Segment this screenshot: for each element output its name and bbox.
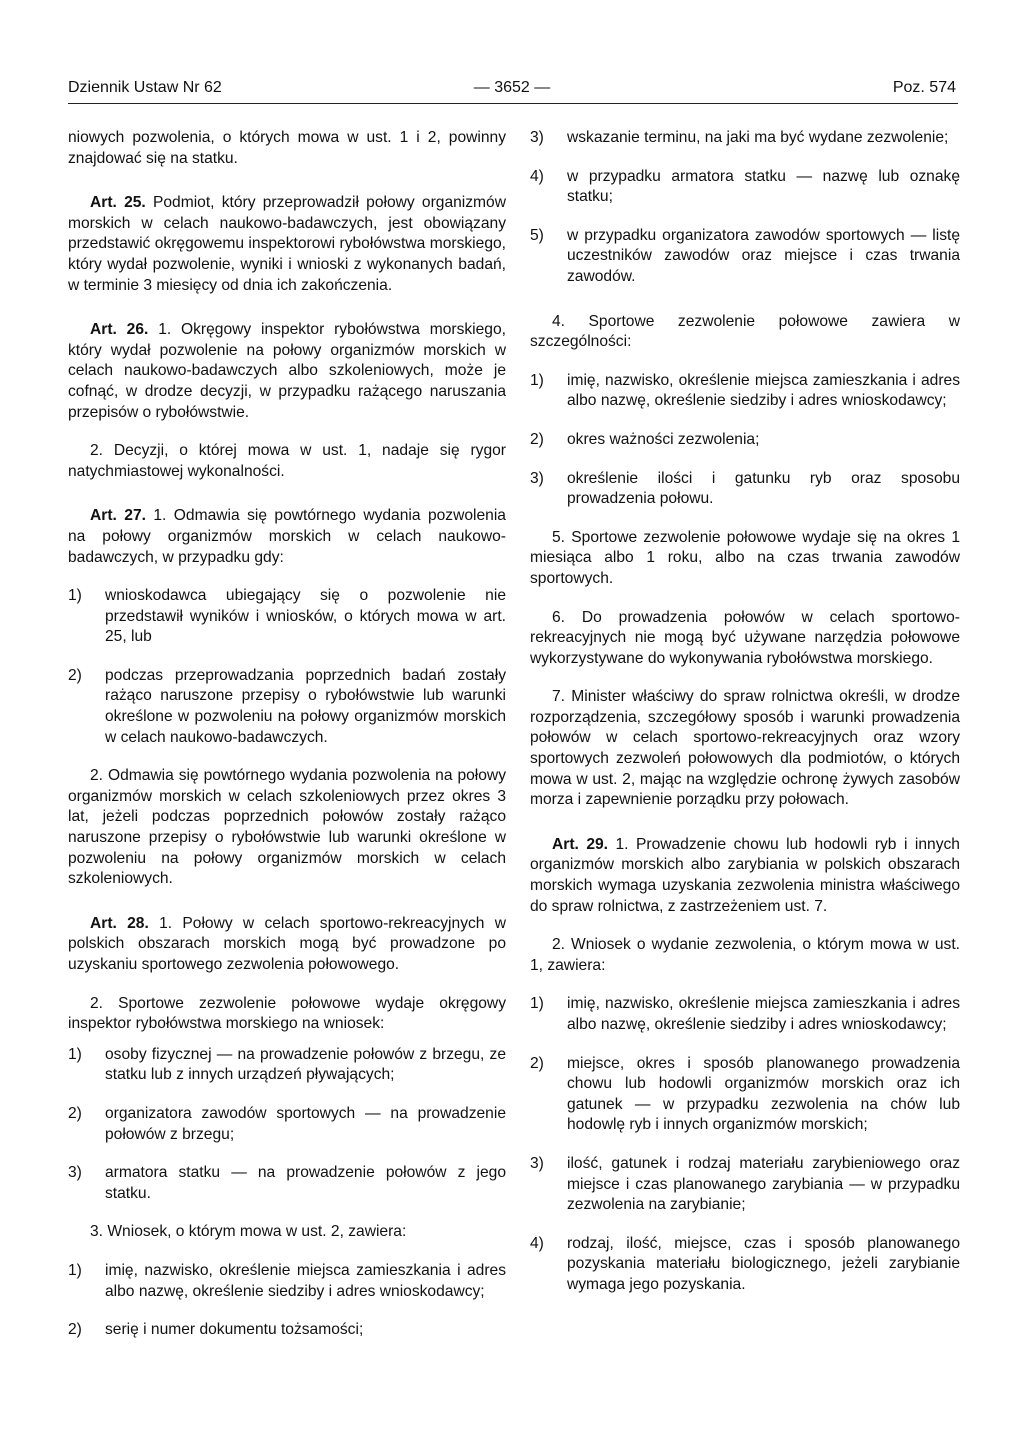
list-item-text: imię, nazwisko, określenie miejsca zamieszkania i adres albo nazwę, określenie siedziby i adres wnioskodawcy; bbox=[567, 995, 960, 1033]
list-item-number: 3) bbox=[530, 469, 544, 487]
article-text: 1. Prowadzenie chowu lub hodowli ryb i innych organizmów morskich albo zarybiania w polskich obszarach morskich wymaga uzyskania zezwolenia ministra właściwego do spraw rolnictwa, z zastrzeżeniem ust. 7. bbox=[530, 835, 960, 915]
list-item-text: wskazanie terminu, na jaki ma być wydane zezwolenie; bbox=[567, 129, 949, 146]
article-text: 1. Odmawia się powtórnego wydania pozwolenia na połowy organizmów morskich w celach naukowo-badawczych, w przypadku gdy: bbox=[68, 507, 506, 566]
article-text: 1. Okręgowy inspektor rybołówstwa morskiego, który wydał pozwolenie na połowy organizmów morskich w celach naukowo-badawczych albo szkoleniowych, może je cofnąć, w drodze decyzji, w przypadku rażącego naruszania przepisów o rybołówstwie. bbox=[68, 321, 506, 421]
list-item bbox=[68, 1045, 506, 1086]
list-item-text: okres ważności zezwolenia; bbox=[567, 430, 760, 448]
list-item bbox=[68, 586, 506, 648]
list-item bbox=[530, 226, 960, 288]
list-item-text: imię, nazwisko, określenie miejsca zamieszkania i adres albo nazwę, określenie siedziby i adres wnioskodawcy; bbox=[105, 1261, 506, 1300]
list-item-number: 2) bbox=[530, 1054, 544, 1072]
article-28-paragraph-2: 2. Sportowe zezwolenie połowowe wydaje okręgowy inspektor rybołówstwa morskiego na wniosek: bbox=[68, 994, 506, 1033]
list-item-number: 2) bbox=[68, 666, 82, 684]
list-item-text: rodzaj, ilość, miejsce, czas i sposób planowanego pozyskania materiału biologicznego, jeżeli zarybianie wymaga jego pozyskania. bbox=[567, 1234, 960, 1293]
list-item-text: w przypadku armatora statku — nazwę lub oznakę statku; bbox=[567, 167, 960, 206]
paragraph-4: 4. Sportowe zezwolenie połowowe zawiera w szczególności: bbox=[530, 312, 960, 351]
paragraph-continuation: niowych pozwolenia, o których mowa w ust. 1 i 2, powinny znajdować się na statku. bbox=[68, 129, 506, 167]
list-item-text: w przypadku organizatora zawodów sportowych — listę uczestników zawodów oraz miejsce i czas trwania zawodów. bbox=[567, 226, 960, 285]
list-item-text: ilość, gatunek i rodzaj materiału zarybieniowego oraz miejsce i czas planowanego zarybiania — w przypadku zezwolenia na zarybianie; bbox=[567, 1154, 960, 1214]
paragraph-5: 5. Sportowe zezwolenie połowowe wydaje się na okres 1 miesiąca albo 1 roku, albo na czas trwania zawodów sportowych. bbox=[530, 528, 960, 587]
article-label: Art. 25. bbox=[90, 194, 146, 212]
header-rule bbox=[68, 103, 958, 104]
list-item bbox=[530, 994, 960, 1035]
list-item bbox=[530, 469, 960, 510]
article-26-paragraph-2: 2. Decyzji, o której mowa w ust. 1, nadaje się rygor natychmiastowej wykonalności. bbox=[68, 442, 506, 480]
article-28-paragraph-3: 3. Wniosek, o którym mowa w ust. 2, zawiera: bbox=[90, 1223, 407, 1241]
paragraph-6: 6. Do prowadzenia połowów w celach sportowo-rekreacyjnych nie mogą być używane narzędzia połowowe wykorzystywane do wykonywania rybołówstwa morskiego. bbox=[530, 608, 960, 667]
list-item bbox=[68, 666, 506, 748]
list-item bbox=[530, 128, 960, 149]
article-text: Podmiot, który przeprowadził połowy organizmów morskich w celach naukowo-badawczych, jest obowiązany przedstawić okręgowemu inspektorowi rybołówstwa morskiego, który wydał pozwolenie, wyniki i wnioski z wykonanych badań, w terminie 3 miesięcy od dnia ich zakończenia. bbox=[68, 194, 506, 294]
right-column bbox=[530, 128, 960, 1296]
article-label: Art. 29. bbox=[552, 835, 609, 853]
journal-title: Dziennik Ustaw Nr 62 bbox=[68, 79, 222, 96]
article-25 bbox=[68, 193, 506, 296]
article-29 bbox=[530, 835, 960, 917]
list-item bbox=[530, 430, 960, 451]
list-item-number: 2) bbox=[68, 1104, 82, 1122]
list-item-number: 1) bbox=[68, 1261, 82, 1279]
list-item bbox=[530, 1154, 960, 1216]
page-header bbox=[68, 78, 956, 100]
paragraph-7: 7. Minister właściwy do spraw rolnictwa określi, w drodze rozporządzenia, szczegółowy sposób i warunki prowadzenia połowów w celach sportowo-rekreacyjnych oraz wzory sportowych zezwoleń połowowych dla podmiotów, o których mowa w ust. 2, mając na względzie ochronę żywych zasobów morza i zapewnienie porządku przy połowach. bbox=[530, 688, 960, 809]
list-item-number: 1) bbox=[68, 587, 82, 605]
list-item-text: armatora statku — na prowadzenie połowów z jego statku. bbox=[105, 1164, 506, 1202]
list-item bbox=[530, 167, 960, 208]
left-column bbox=[68, 128, 506, 1341]
list-item-number: 1) bbox=[68, 1045, 82, 1063]
list-item-number: 4) bbox=[530, 1234, 544, 1252]
list-item-text: organizatora zawodów sportowych — na prowadzenie połowów z brzegu; bbox=[105, 1104, 506, 1143]
list-item-text: imię, nazwisko, określenie miejsca zamieszkania i adres albo nazwę, określenie siedziby i adres wnioskodawcy; bbox=[567, 371, 960, 410]
position-number: Poz. 574 bbox=[892, 79, 956, 96]
article-label: Art. 27. bbox=[90, 507, 146, 525]
list-item-text: określenie ilości i gatunku ryb oraz sposobu prowadzenia połowu. bbox=[567, 469, 960, 508]
article-26 bbox=[68, 320, 506, 423]
article-28 bbox=[68, 914, 506, 976]
article-29-paragraph-2: 2. Wniosek o wydanie zezwolenia, o którym mowa w ust. 1, zawiera: bbox=[530, 936, 960, 974]
list-item-number: 1) bbox=[530, 371, 544, 389]
list-item-text: wnioskodawca ubiegający się o pozwolenie nie przedstawił wyników i wniosków, o których mowa w art. 25, lub bbox=[105, 587, 506, 646]
article-label: Art. 28. bbox=[90, 914, 149, 932]
list-item bbox=[530, 371, 960, 412]
list-item-number: 2) bbox=[530, 430, 544, 448]
list-item-text: miejsce, okres i sposób planowanego prowadzenia chowu lub hodowli organizmów morskich oraz ich gatunek — w przypadku zezwolenia na chów lub hodowlę ryb i innych organizmów morskich; bbox=[567, 1054, 960, 1134]
article-27 bbox=[68, 506, 506, 568]
list-item-number: 4) bbox=[530, 167, 544, 185]
page-number: — 3652 — bbox=[473, 79, 551, 96]
list-item bbox=[68, 1261, 506, 1302]
list-item bbox=[68, 1163, 506, 1204]
article-text: 1. Połowy w celach sportowo-rekreacyjnych w polskich obszarach morskich mogą być prowadzone po uzyskaniu sportowego zezwolenia połowowego. bbox=[68, 914, 506, 973]
list-item bbox=[68, 1320, 506, 1341]
list-item-number: 3) bbox=[530, 1154, 544, 1172]
list-item-text: osoby fizycznej — na prowadzenie połowów z brzegu, ze statku lub z innych urządzeń pływających; bbox=[105, 1045, 506, 1084]
list-item bbox=[530, 1234, 960, 1296]
article-27-paragraph-2: 2. Odmawia się powtórnego wydania pozwolenia na połowy organizmów morskich w celach szkoleniowych przez okres 3 lat, jeżeli podczas poprzednich połowów zostały rażąco naruszone przepisy o rybołówstwie lub warunki określone w pozwoleniu na połowy organizmów morskich w celach szkoleniowych. bbox=[68, 767, 506, 888]
list-item-text: serię i numer dokumentu tożsamości; bbox=[105, 1321, 364, 1339]
list-item-number: 1) bbox=[530, 995, 544, 1013]
list-item bbox=[68, 1104, 506, 1145]
article-label: Art. 26. bbox=[90, 321, 149, 339]
list-item-number: 2) bbox=[68, 1321, 82, 1339]
list-item-number: 3) bbox=[530, 129, 544, 146]
list-item bbox=[530, 1054, 960, 1136]
list-item-number: 3) bbox=[68, 1164, 82, 1182]
list-item-text: podczas przeprowadzania poprzednich badań zostały rażąco naruszone przepisy o rybołówstwie lub warunki określone w pozwoleniu na połowy organizmów morskich w celach naukowo-badawczych. bbox=[105, 666, 506, 746]
list-item-number: 5) bbox=[530, 226, 544, 244]
